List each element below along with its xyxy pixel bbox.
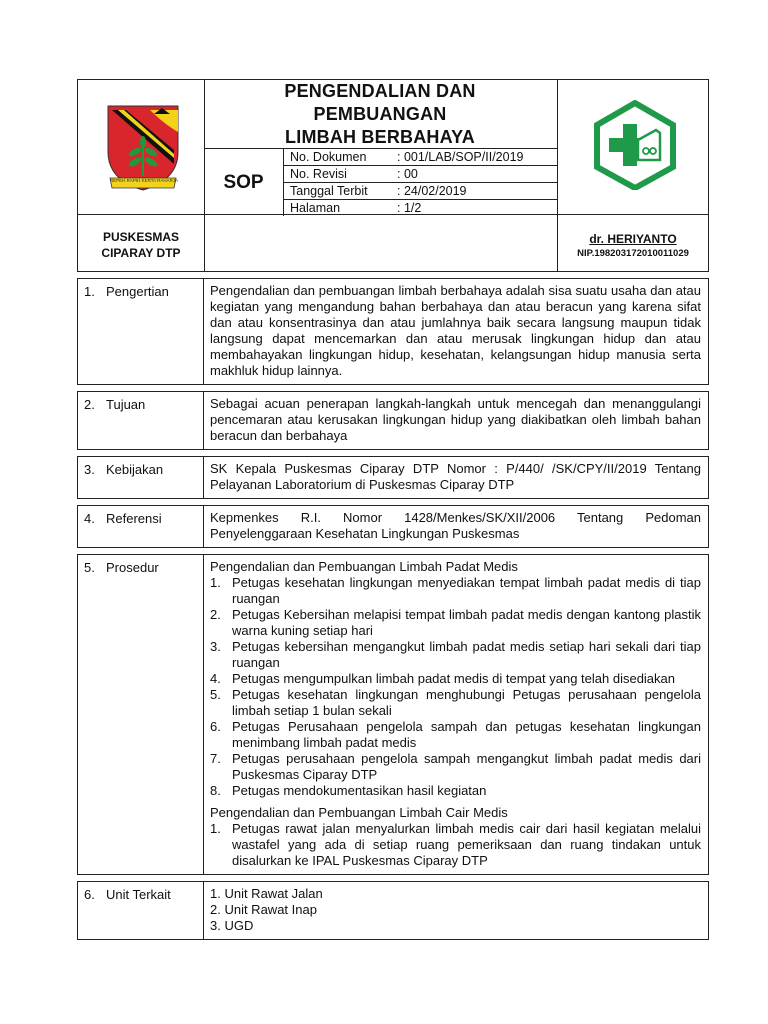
signatory-name: dr. HERIYANTO [589,232,677,246]
procedure-step [210,639,701,671]
padat-steps-list [210,575,701,799]
procedure-step [210,751,701,783]
meta-value: : 00 [397,167,418,181]
org-line: CIPARAY DTP [101,246,181,260]
step-text: Petugas mengumpulkan limbah padat medis di tempat yang telah disediakan [232,671,675,686]
section-label [78,555,204,874]
unit-item: 2. Unit Rawat Inap [210,902,317,917]
meta-row-doc-number [284,149,557,166]
section-text: Sebagai acuan penerapan langkah-langkah untuk mencegah dan menanggulangi pencemaran atau kerusakan lingkungan hidup yang diakibatkan oleh limbah bahan beracun dan berbahaya [210,396,701,443]
section-text: SK Kepala Puskesmas Ciparay DTP Nomor : P/440/ /SK/CPY/II/2019 Tentang Pelayanan Laboratorium di Puskesmas Ciparay DTP [210,461,701,492]
padat-title: Pengendalian dan Pembuangan Limbah Padat Medis [210,559,518,574]
section-tujuan [77,391,709,450]
signature-row [77,215,709,272]
cair-steps-list [210,821,701,869]
section-number: 6. [84,887,95,902]
logo-motto: REPEH RAPIH KERTA RAHARJA [109,178,179,183]
section-number: 4. [84,511,95,526]
cair-title: Pengendalian dan Pembuangan Limbah Cair Medis [210,805,508,820]
step-number: 5. [210,687,221,702]
step-number: 3. [210,639,221,654]
unit-item: 3. UGD [210,918,254,933]
section-label [78,279,204,384]
step-text: Petugas perusahaan pengelola sampah mengangkut limbah padat medis dari Puskesmas Ciparay DTP [232,751,701,782]
signatory-nip: NIP.198203172010011029 [577,248,689,259]
meta-row-issue-date [284,183,557,200]
meta-row-revision [284,166,557,183]
section-unit-terkait [77,881,709,940]
procedure-step [210,719,701,751]
unit-item: 1. Unit Rawat Jalan [210,886,323,901]
meta-value: : 24/02/2019 [397,184,467,198]
document-header [77,79,709,215]
section-title: Kebijakan [106,462,164,477]
title-line: PEMBUANGAN [313,104,447,124]
section-referensi [77,505,709,548]
meta-value: : 001/LAB/SOP/II/2019 [397,150,524,164]
step-text: Petugas Perusahaan pengelola sampah dan petugas kesehatan lingkungan menimbang limbah padat medis [232,719,701,750]
title-line: LIMBAH BERBAHAYA [285,127,475,147]
section-number: 5. [84,560,95,575]
section-label [78,882,204,939]
section-title: Tujuan [106,397,146,412]
section-kebijakan [77,456,709,499]
section-label [78,392,204,449]
step-text: Petugas kesehatan lingkungan menghubungi Petugas perusahaan pengelola limbah setiap 1 bulan sekali [232,687,701,718]
meta-key: No. Revisi [290,167,347,181]
step-text: Petugas kesehatan lingkungan menyediakan tempat limbah padat medis di tiap ruangan [232,575,701,606]
document-meta-table [284,148,557,216]
title-line: PENGENDALIAN DAN [284,81,476,101]
document-title [204,80,556,149]
puskesmas-logo [592,100,678,190]
procedure-content [204,555,708,874]
meta-value: : 1/2 [397,201,422,215]
section-label [78,506,204,547]
step-number: 1. [210,575,221,590]
section-text: Pengendalian dan pembuangan limbah berbahaya adalah sisa suatu usaha dan atau kegiatan yang mengandung bahan berbahaya dan atau beracun yang karena sifat dan atau konsentrasinya dan atau jumlahnya baik secara langsung maupun tidak langsung dapat mencemarkan dan atau merusak lingkungan hidup dan atau membahayakan lingkungan hidup, kesehatan, kelangsungan hidup manusia serta makhluk hidup lainnya. [210,283,701,378]
meta-key: Halaman [290,201,341,215]
procedure-step [210,783,701,799]
meta-key: Tanggal Terbit [290,184,368,198]
step-number: 4. [210,671,221,686]
step-text: Petugas rawat jalan menyalurkan limbah medis cair dari hasil kegiatan melalui wastafel yang ada di setiap ruang pemeriksaan dan ruang tindakan untuk disalurkan ke IPAL Puskesmas Ciparay DTP [232,821,701,868]
procedure-step [210,671,701,687]
procedure-step [210,575,701,607]
section-title: Referensi [106,511,162,526]
org-line: PUSKESMAS [102,230,179,244]
signature-divider [204,215,205,271]
step-number: 2. [210,607,221,622]
procedure-step [210,821,701,869]
puskesmas-name [78,229,204,261]
section-prosedur [77,554,709,875]
procedure-step [210,687,701,719]
section-number: 2. [84,397,95,412]
step-number: 1. [210,821,221,836]
step-number: 7. [210,751,221,766]
procedure-step [210,607,701,639]
step-number: 8. [210,783,221,798]
unit-list [204,882,708,939]
header-divider [557,80,558,214]
step-text: Petugas Kebersihan melapisi tempat limbah padat medis dengan kantong plastik warna kuning setiap hari [232,607,701,638]
section-pengertian [77,278,709,385]
section-title: Pengertian [106,284,169,299]
meta-key: No. Dokumen [290,150,367,164]
step-text: Petugas mendokumentasikan hasil kegiatan [232,783,487,798]
section-number: 3. [84,462,95,477]
step-text: Petugas kebersihan mengangkut limbah padat medis setiap hari sekali dari tiap ruangan [232,639,701,670]
section-label [78,457,204,498]
sop-label: SOP [204,148,284,216]
sop-content [77,278,709,946]
section-text: Kepmenkes R.I. Nomor 1428/Menkes/SK/XII/2006 Tentang Pedoman Penyelenggaraan Kesehatan Lingkungan Puskesmas [210,510,701,541]
section-number: 1. [84,284,95,299]
section-title: Unit Terkait [106,887,171,902]
step-number: 6. [210,719,221,734]
section-title: Prosedur [106,560,159,575]
